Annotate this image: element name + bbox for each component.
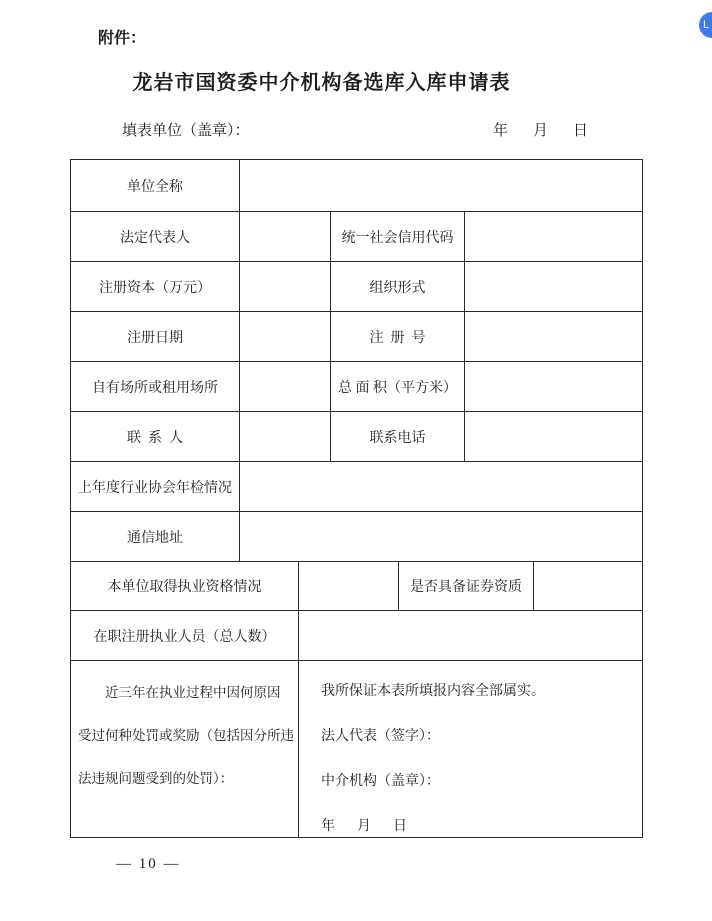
table-row: [71, 361, 642, 411]
table-row: [71, 160, 642, 211]
legal-representative-signature-label: 法人代表（签字）：: [321, 729, 440, 744]
table-row: [71, 660, 642, 837]
table-row: [71, 211, 642, 261]
form-meta-row: [70, 119, 643, 139]
application-table: [70, 159, 643, 838]
field-registered-practitioners: [298, 611, 642, 660]
table-row: [71, 610, 642, 660]
label-registration-date: 注册日期: [127, 330, 183, 346]
label-total-area: 总 面 积（平方米）: [330, 362, 464, 411]
field-contact-phone: [464, 412, 642, 461]
field-annual-inspection: [239, 462, 642, 511]
label-social-credit-code: 统一社会信用代码: [330, 212, 464, 261]
field-organization-form: [464, 262, 642, 311]
header-date-label: 年 月 日: [492, 122, 593, 139]
label-contact-phone: 联系电话: [330, 412, 464, 461]
table-row: [71, 261, 642, 311]
label-registered-capital: 注册资本（万元）: [99, 280, 211, 296]
field-contact-person: [239, 412, 330, 461]
field-securities-qualification: [533, 562, 642, 610]
attachment-label: 附件：: [98, 30, 147, 47]
field-practice-qualification: [298, 562, 398, 610]
field-registration-date: [239, 312, 330, 361]
field-company-full-name: [239, 160, 642, 211]
document-page: [70, 0, 643, 873]
declaration-statement: 我所保证本表所填报内容全部属实。: [321, 684, 545, 699]
page-title: 龙岩市国资委中介机构备选库入库申请表: [132, 72, 511, 94]
agency-seal-label: 中介机构（盖章）：: [321, 774, 440, 789]
field-legal-representative: [239, 212, 330, 261]
label-premises-type: 自有场所或租用场所: [92, 380, 218, 396]
page-number: — 10 —: [116, 856, 181, 872]
penalty-text-line: 受过何种处罚或奖励（包括因分所违: [78, 728, 294, 743]
table-row: [71, 561, 642, 610]
penalty-text-line: 法违规问题受到的处罚）：: [78, 771, 234, 786]
label-company-full-name: 单位全称: [127, 179, 183, 195]
table-row: [71, 411, 642, 461]
label-contact-person: 联 系 人: [127, 430, 183, 446]
label-registration-number: 注 册 号: [330, 312, 464, 361]
field-registration-number: [464, 312, 642, 361]
label-securities-qualification: 是否具备证券资质: [398, 562, 533, 610]
field-total-area: [464, 362, 642, 411]
penalty-text-line: 近三年在执业过程中因何原因: [105, 685, 281, 700]
label-practice-qualification: 本单位取得执业资格情况: [107, 580, 262, 595]
label-legal-representative: 法定代表人: [120, 230, 190, 246]
label-registered-practitioners: 在职注册执业人员（总人数）: [93, 629, 276, 645]
penalty-history-cell: [71, 661, 298, 837]
field-mailing-address: [239, 512, 642, 561]
fill-unit-label: 填表单位（盖章）：: [122, 122, 250, 139]
field-social-credit-code: [464, 212, 642, 261]
label-organization-form: 组织形式: [330, 262, 464, 311]
label-mailing-address: 通信地址: [127, 530, 183, 546]
table-row: [71, 511, 642, 561]
field-registered-capital: [239, 262, 330, 311]
field-premises-type: [239, 362, 330, 411]
label-annual-inspection: 上年度行业协会年检情况: [78, 480, 232, 496]
table-row: [71, 461, 642, 511]
declaration-cell: [298, 661, 642, 837]
signature-date-label: 年 月 日: [321, 819, 411, 834]
table-row: [71, 311, 642, 361]
floating-widget-button[interactable]: L: [699, 12, 712, 38]
